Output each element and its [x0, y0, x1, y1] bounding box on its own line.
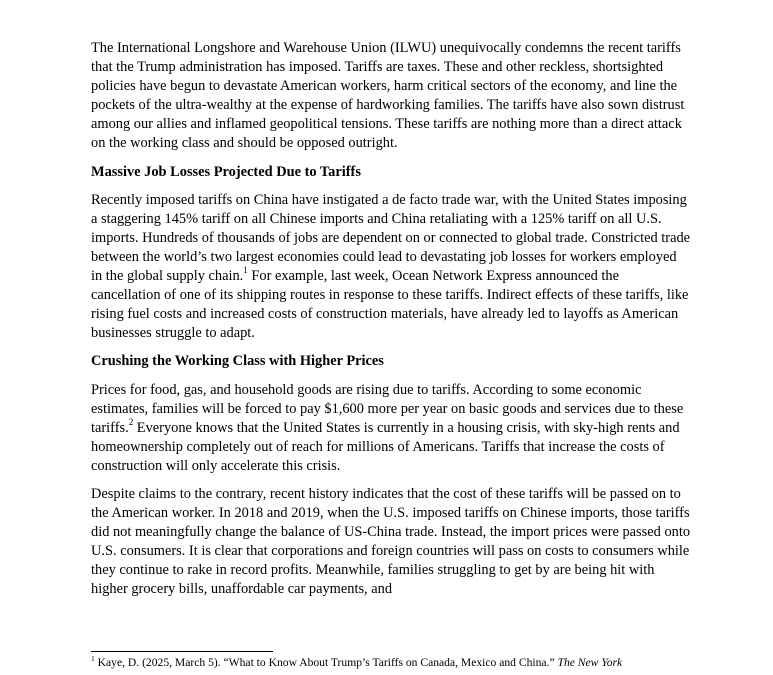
section-heading-job-losses: Massive Job Losses Projected Due to Tariffs: [91, 163, 361, 180]
cost-passed-paragraph: Despite claims to the contrary, recent history indicates that the cost of these tariffs will be passed on to the American worker. In 2018 and 2019, when the U.S. imposed tariffs on Chinese imports, those tariffs did not meaningfully change the balance of US-China trade. Instead, the import prices were passed onto U.S. consumers. It is clear that corporations and foreign countries will pass on costs to consumers while they continue to rake in record profits. Meanwhile, families struggling to get by are being hit with higher grocery bills, unaffordable car payments, and: [91, 485, 691, 598]
higher-prices-paragraph: [91, 381, 691, 476]
job-losses-text-1: Recently imposed tariffs on China have instigated a de facto trade war, with the United States imposing a staggering 145% tariff on all Chinese imports and China retaliating with a 125% tariff on all U.S. imports. Hundreds of thousands of jobs are dependent on or connected to global trade. Constricted trade between the world’s two largest economies could lead to devastating job losses for workers employed in the global supply chain.: [91, 191, 691, 285]
job-losses-text-2: For example, last week, Ocean Network Express announced the cancellation of one of its shipping routes in response to these tariffs. Indirect effects of these tariffs, like rising fuel costs and increased costs of construction materials, have already led to layoffs as American businesses struggle to adapt.: [91, 268, 689, 342]
intro-paragraph: The International Longshore and Warehouse Union (ILWU) unequivocally condemns the recent tariffs that the Trump administration has imposed. Tariffs are taxes. These and other reckless, shortsighted policies have begun to devastate American workers, harm critical sectors of the economy, and line the pockets of the ultra-wealthy at the expense of hardworking families. The tariffs have also sown distrust among our allies and inflamed geopolitical tensions. These tariffs are nothing more than a direct attack on the working class and should be opposed outright.: [91, 40, 685, 152]
job-losses-paragraph: [91, 191, 691, 344]
higher-prices-text-1: Prices for food, gas, and household goods are rising due to tariffs. According to some economic estimates, families will be forced to pay $1,600 more per year on basic goods and services due to these tariffs.: [91, 381, 684, 436]
higher-prices-text-2: Everyone knows that the United States is currently in a housing crisis, with sky-high rents and homeownership completely out of reach for millions of Americans. Tariffs that increase the costs of construction will only accelerate this crisis.: [91, 419, 680, 474]
document-body: [91, 39, 691, 600]
footnote-1: [91, 656, 731, 670]
section-heading-higher-prices: Crushing the Working Class with Higher Prices: [91, 353, 384, 370]
footnote-ref-1[interactable]: 1: [243, 265, 248, 276]
footnote-number: 1: [91, 654, 95, 664]
footnote-text: Kaye, D. (2025, March 5). “What to Know About Trump’s Tariffs on Canada, Mexico and China.”: [94, 656, 558, 669]
footnote-ref-2[interactable]: 2: [128, 416, 134, 427]
footnote-source: The New York: [557, 656, 623, 669]
footnote-separator: [91, 651, 273, 652]
